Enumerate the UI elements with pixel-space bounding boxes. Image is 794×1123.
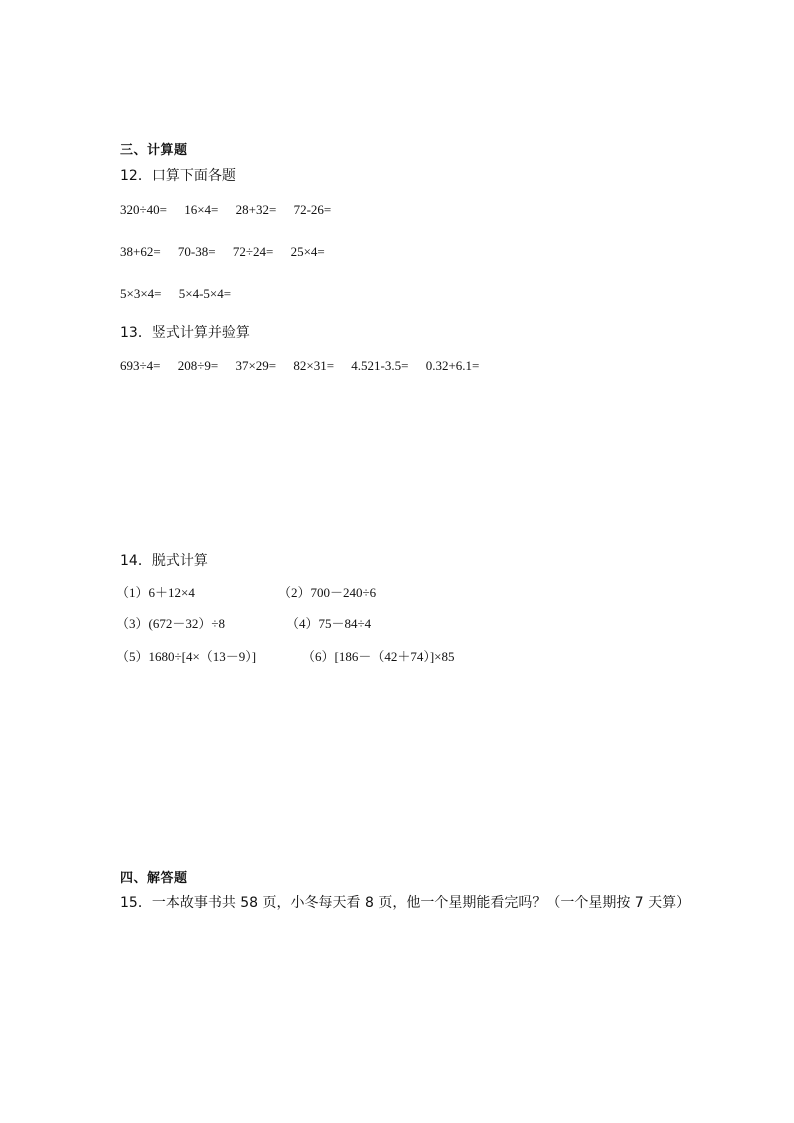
- q14-item-3: （3）(672－32）÷8: [116, 616, 225, 631]
- q12-item: 72-26=: [293, 202, 332, 217]
- question-13-title: 13．竖式计算并验算: [120, 325, 250, 341]
- q13-item: 208÷9=: [177, 358, 219, 373]
- q14-item-6: （6）[186－（42＋74）]×85: [302, 649, 455, 664]
- q12-item: 5×3×4=: [120, 286, 162, 301]
- section-title-calculation: 三、计算题: [120, 143, 188, 158]
- question-12-title: 12．口算下面各题: [120, 168, 236, 184]
- q13-item: 0.32+6.1=: [425, 358, 480, 373]
- q12-item: 25×4=: [290, 244, 325, 259]
- q13-item: 37×29=: [235, 358, 277, 373]
- q13-item: 693÷4=: [120, 358, 161, 373]
- q14-item-4: （4）75－84÷4: [286, 616, 372, 631]
- question-12-row-3: [120, 286, 245, 302]
- q12-item: 5×4-5×4=: [178, 286, 232, 301]
- q14-item-5: （5）1680÷[4×（13－9）]: [116, 649, 257, 664]
- q12-item: 28+32=: [235, 202, 277, 217]
- section-title-answer: 四、解答题: [120, 871, 188, 886]
- q13-item: 82×31=: [293, 358, 335, 373]
- question-14-title: 14．脱式计算: [120, 553, 208, 569]
- q12-item: 72÷24=: [232, 244, 274, 259]
- question-13-row: [120, 358, 493, 374]
- q13-item: 4.521-3.5=: [351, 358, 409, 373]
- q12-item: 16×4=: [184, 202, 219, 217]
- q14-item-1: （1）6＋12×4: [116, 585, 195, 600]
- q12-item: 320÷40=: [120, 202, 167, 217]
- q12-item: 38+62=: [120, 244, 161, 259]
- question-12-row-2: [120, 244, 339, 260]
- q14-item-2: （2）700－240÷6: [278, 585, 377, 600]
- q12-item: 70-38=: [177, 244, 216, 259]
- question-15-text: 15．一本故事书共 58 页，小冬每天看 8 页，他一个星期能看完吗？（一个星期按 7 天算）: [120, 895, 691, 911]
- question-12-row-1: [120, 202, 345, 218]
